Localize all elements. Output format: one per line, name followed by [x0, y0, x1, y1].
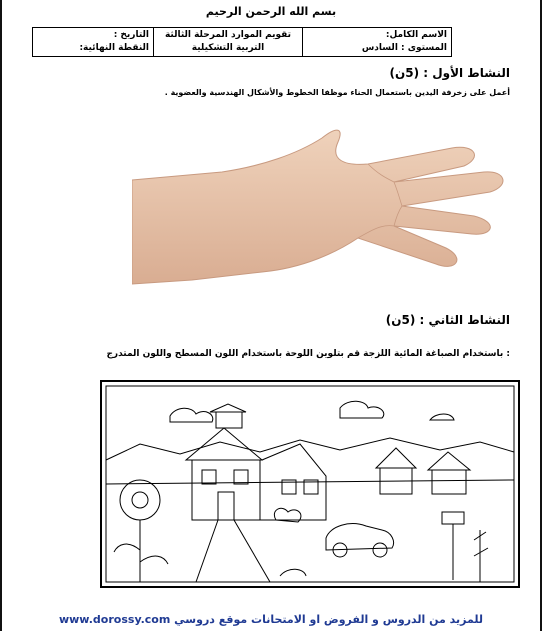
date-grade-cell [33, 28, 154, 57]
evaluation-title: تقويم الموارد المرحلة الثالثة [164, 30, 292, 40]
footer-text: للمزيد من الدروس و الفروض او الامتحانات موقع دروسي [174, 613, 484, 626]
hand-photo [132, 112, 514, 296]
date-label: التاريخ : [113, 30, 149, 40]
activity1-title: النشاط الأول : (5ن) [389, 66, 510, 80]
level-label: المستوى : السادس [361, 43, 447, 53]
final-grade-label: النقطة النهائية: [79, 43, 149, 53]
student-info-cell [303, 28, 452, 57]
bismillah: بسم الله الرحمن الرحيم [205, 5, 337, 18]
full-name-label: الاسم الكامل: [385, 30, 447, 40]
activity2-title: النشاط الثاني : (5ن) [385, 313, 510, 327]
page-edge-left [0, 0, 2, 631]
evaluation-cell [154, 28, 303, 57]
activity2-instruction: : باستخدام الصباغة المائية اللزجة قم بتلوين اللوحة باستخدام اللون المسطح واللون المتدرج [106, 349, 510, 359]
student-info-table [32, 27, 452, 57]
footer-credit [0, 613, 542, 626]
footer-url[interactable]: www.dorossy.com [58, 613, 171, 626]
house-landscape-coloring-page [100, 380, 520, 588]
activity1-instruction: أعمل على زخرفة اليدين باستعمال الحناء موظفا الخطوط والأشكال الهندسية والعضوية . [164, 88, 510, 97]
subject-name: التربية التشكيلية [191, 43, 265, 53]
